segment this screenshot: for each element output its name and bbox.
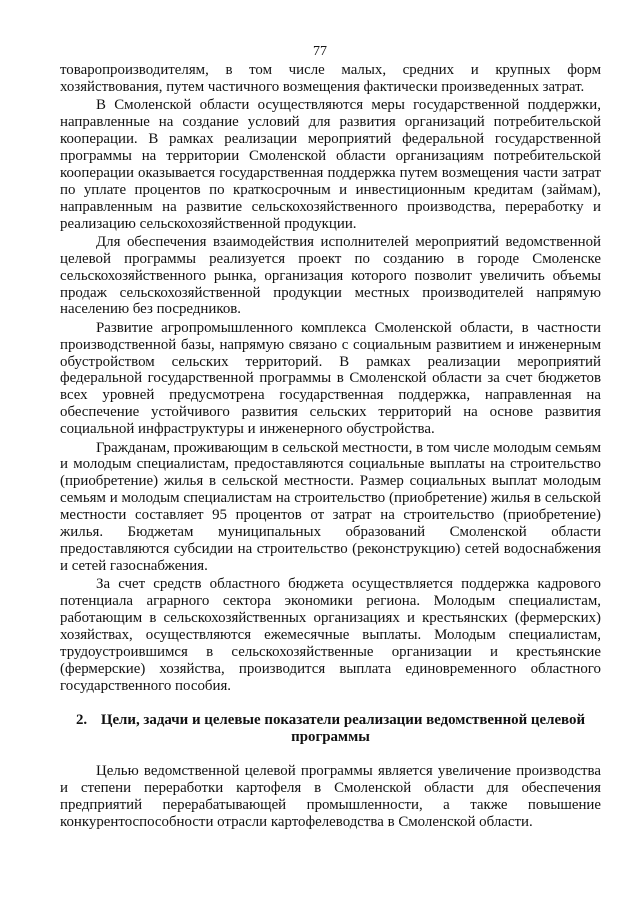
document-body (60, 62, 601, 833)
paragraph-social-payments: Гражданам, проживающим в сельской местности, в том числе молодым семьям и молодым специалистам, предоставляются социальные выплаты на строительство (приобретение) жилья в сельской местности. Размер социальных выплат молодым семьям и молодым специалистам на строительство (приобретение) жилья в сельской местности составляет 95 процентов от затрат на строительство (приобретение) жилья. Бюджетам муниципальных образований Смоленской области предоставляются субсидии на строительство (реконструкцию) сетей водоснабжения и сетей газоснабжения. (60, 439, 601, 574)
section-title: Цели, задачи и целевые показатели реализации ведомственной целевой программы (100, 712, 586, 746)
paragraph-rural-development: Развитие агропромышленного комплекса Смоленской области, в частности производственной базы, напрямую связано с социальным развитием и инженерным обустройством сельских территорий. В рамках реализации мероприятий федеральной государственной программы в Смоленской области за счет бюджетов всех уровней предусмотрена государственная поддержка, направленная на обеспечение устойчивого развития сельских территорий на основе развития социальной инфраструктуры и инженерного обустройства. (60, 319, 601, 438)
paragraph-staff-support: За счет средств областного бюджета осуществляется поддержка кадрового потенциала аграрного сектора экономики региона. Молодым специалистам, работающим в сельскохозяйственных организациях и крестьянских (фермерских) хозяйствах, осуществляются ежемесячные выплаты. Молодым специалистам, трудоустроившимся в сельскохозяйственные организации и крестьянские (фермерские) хозяйства, производится выплата единовременного областного государственного пособия. (60, 576, 601, 694)
paragraph-program-goal: Целью ведомственной целевой программы является увеличение производства и степени переработки картофеля в Смоленской области для обеспечения предприятий перерабатывающей промышленности, а также повышение конкурентоспособности отрасли картофелеводства в Смоленской области. (60, 763, 601, 831)
paragraph-agricultural-market: Для обеспечения взаимодействия исполнителей мероприятий ведомственной целевой программы реализуется проект по созданию в городе Смоленске сельскохозяйственного рынка, организация которого позволит увеличить объемы продаж сельскохозяйственной продукции местных производителей напрямую населению без посредников. (60, 233, 601, 318)
page-number: 77 (313, 44, 327, 59)
paragraph-continuation: товаропроизводителям, в том числе малых, средних и крупных форм хозяйствования, путем частичного возмещения фактически произведенных затрат. (60, 62, 601, 95)
section-heading (60, 712, 601, 746)
section-number: 2. (75, 712, 88, 729)
paragraph-consumer-cooperation: В Смоленской области осуществляются меры государственной поддержки, направленные на создание условий для развития организаций потребительской кооперации. В рамках реализации мероприятий федеральной государственной программы на территории Смоленской области организациям потребительской кооперации оказывается государственная поддержка путем возмещения части затрат по уплате процентов по краткосрочным и инвестиционным кредитам (займам), направленным на развитие сельскохозяйственного производства, переработку и реализацию сельскохозяйственной продукции. (60, 97, 601, 232)
